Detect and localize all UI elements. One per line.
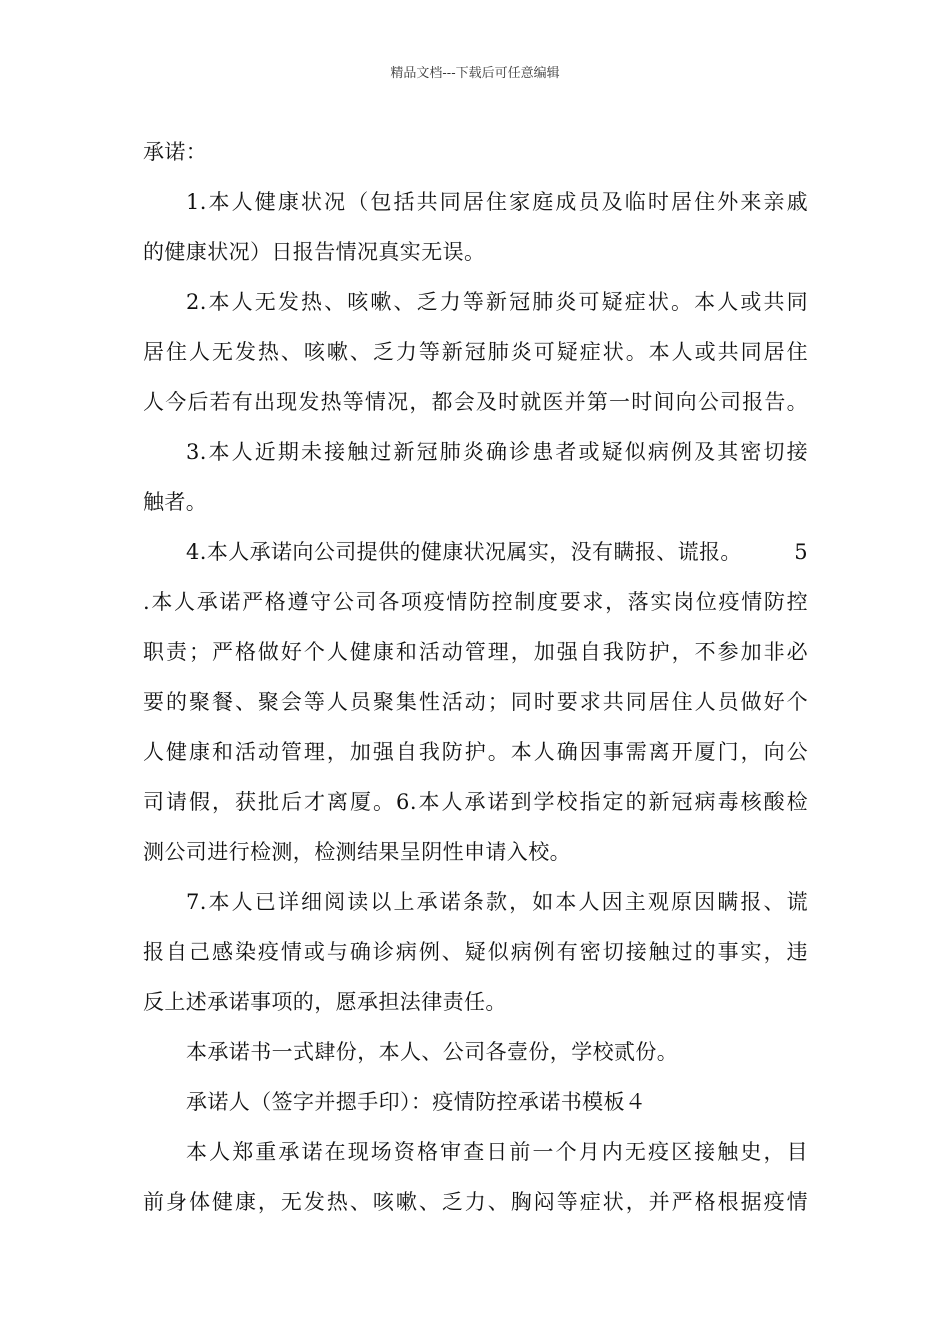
text-line: 人今后若有出现发热等情况，都会及时就医并第一时间向公司报告。 [143,390,808,414]
text-line: 人健康和活动管理，加强自我防护。本人确因事需离开厦门，向公 [143,740,808,764]
page-header: 精品文档---下载后可任意编辑 [390,66,560,81]
text-line: .本人承诺严格遵守公司各项疫情防控制度要求，落实岗位疫情防控 [143,590,808,614]
text-line: 要的聚餐、聚会等人员聚集性活动；同时要求共同居住人员做好个 [143,690,808,714]
text-line: 测公司进行检测，检测结果呈阴性申请入校。 [143,840,571,864]
text-line: 本人郑重承诺在现场资格审查日前一个月内无疫区接触史，目 [186,1140,808,1164]
text-line: 承诺： [143,140,208,164]
text-line: 前身体健康，无发热、咳嗽、乏力、胸闷等症状，并严格根据疫情 [143,1190,808,1214]
text-line: 的健康状况）日报告情况真实无误。 [143,240,486,264]
text-line-split [186,527,808,577]
text-line: 报自己感染疫情或与确诊病例、疑似病例有密切接触过的事实，违 [143,940,808,964]
text-line: 2.本人无发热、咳嗽、乏力等新冠肺炎可疑症状。本人或共同 [186,290,808,314]
text-line: 司请假，获批后才离厦。6.本人承诺到学校指定的新冠病毒核酸检 [143,790,808,814]
text-line: 反上述承诺事项的，愿承担法律责任。 [143,990,507,1014]
text-line: 承诺人（签字并摁手印）：疫情防控承诺书模板４ [186,1090,647,1114]
text-line: 本承诺书一式肆份，本人、公司各壹份，学校贰份。 [186,1040,679,1064]
text-line: 7.本人已详细阅读以上承诺条款，如本人因主观原因瞒报、谎 [186,890,808,914]
text-line: 3.本人近期未接触过新冠肺炎确诊患者或疑似病例及其密切接 [186,440,808,464]
text-line: 触者。 [143,490,208,514]
text-line-left: 4.本人承诺向公司提供的健康状况属实，没有瞒报、谎报。 [186,540,742,564]
text-line: 1.本人健康状况（包括共同居住家庭成员及临时居住外来亲戚 [186,190,808,214]
text-line-right: 5 [794,540,808,564]
text-line: 居住人无发热、咳嗽、乏力等新冠肺炎可疑症状。本人或共同居住 [143,340,808,364]
text-line: 职责；严格做好个人健康和活动管理，加强自我防护，不参加非必 [143,640,808,664]
